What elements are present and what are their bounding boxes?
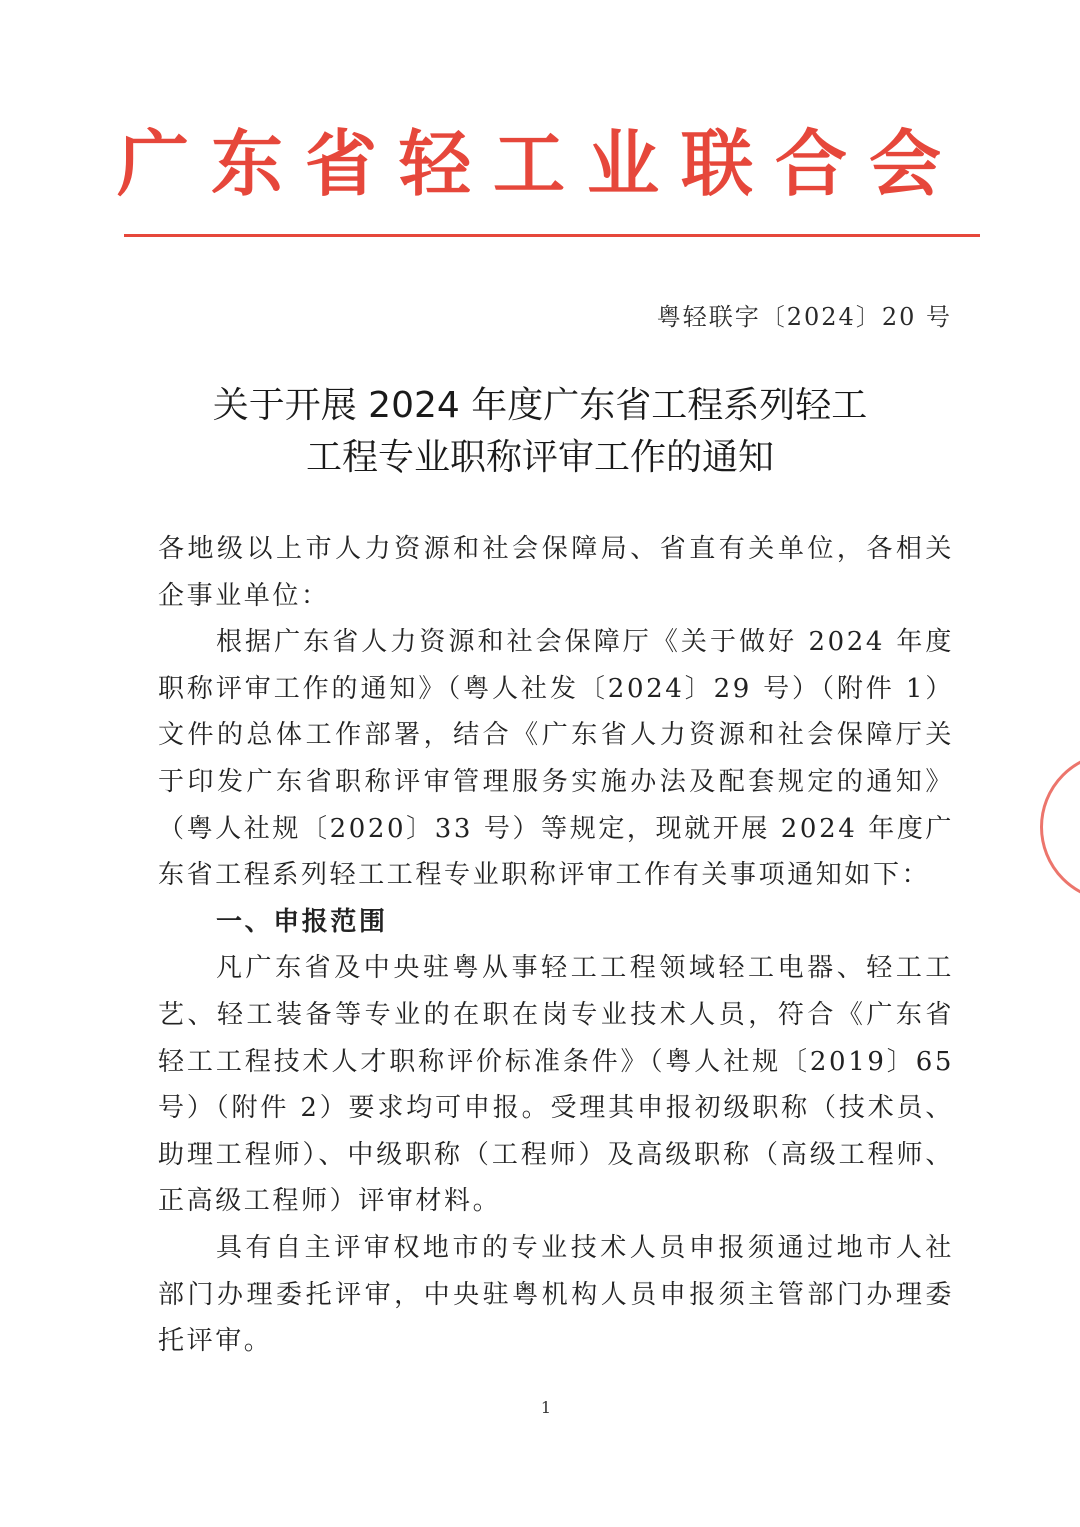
title-line-2: 工程专业职称评审工作的通知 bbox=[305, 437, 774, 478]
red-seal-fragment bbox=[1040, 752, 1080, 902]
paragraph-scope: 凡广东省及中央驻粤从事轻工工程领域轻工电器、轻工工艺、轻工装备等专业的在职在岗专业技术人员，符合《广东省轻工工程技术人才职称评价标准条件》（粤人社规〔2019〕65 号）（附件 2）要求均可申报。受理其申报初级职称（技术员、助理工程师）、中级职称（工程师）及高级职称（高级工程师、正高级工程师）评审材料。 bbox=[158, 953, 954, 1217]
document-body bbox=[158, 526, 954, 1365]
salutation: 各地级以上市人力资源和社会保障局、省直有关单位，各相关企事业单位： bbox=[158, 534, 954, 611]
document-title bbox=[0, 380, 1080, 484]
section-heading-scope: 一、申报范围 bbox=[216, 906, 388, 937]
page-number: 1 bbox=[540, 1398, 552, 1417]
letterhead-red-rule bbox=[124, 234, 980, 237]
document-number: 粤轻联字〔2024〕20 号 bbox=[656, 303, 952, 331]
title-line-1: 关于开展 2024 年度广东省工程系列轻工 bbox=[212, 385, 868, 426]
paragraph-basis: 根据广东省人力资源和社会保障厅《关于做好 2024 年度职称评审工作的通知》（粤人社发〔2024〕29 号）（附件 1）文件的总体工作部署，结合《广东省人力资源和社会保障厅关于印发广东省职称评审管理服务实施办法及配套规定的通知》（粤人社规〔2020〕33 号）等规定，现就开展 2024 年度广东省工程系列轻工工程专业职称评审工作有关事项通知如下： bbox=[158, 627, 955, 891]
paragraph-entrusted-review: 具有自主评审权地市的专业技术人员申报须通过地市人社部门办理委托评审，中央驻粤机构人员申报须主管部门办理委托评审。 bbox=[158, 1232, 954, 1357]
letterhead-org-name: 广东省轻工业联合会 bbox=[116, 122, 963, 206]
